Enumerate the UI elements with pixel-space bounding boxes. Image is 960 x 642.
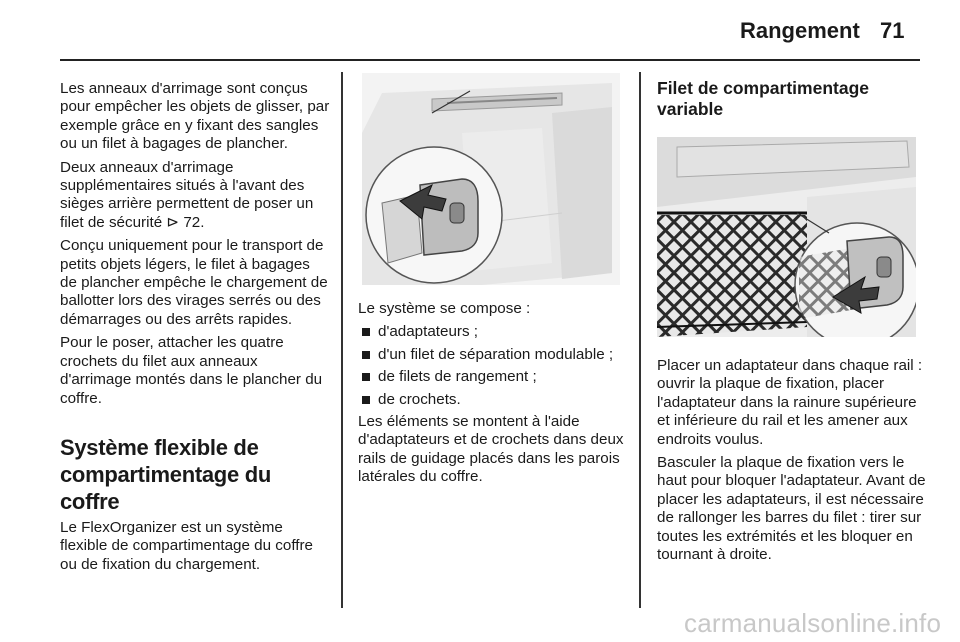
section-heading-variable-net: Filet de compartimentage variable [657, 78, 869, 119]
column-2 [358, 300, 626, 492]
list-item: de crochets. [358, 391, 626, 409]
list-item: de filets de rangement ; [358, 368, 626, 386]
section-heading-flex-system: Système flexible de compartimentage du coffre [60, 434, 271, 514]
column-divider-right [639, 72, 641, 608]
paragraph-lashing-eyes: Les anneaux d'arrimage sont conçus pour empêcher les objets de glisser, par exemple grâce en y fixant des sangles ou un filet à bagages de plancher. [60, 80, 330, 153]
column-3 [657, 357, 927, 569]
paragraph-floor-net: Conçu uniquement pour le transport de petits objets légers, le filet à bagages de plancher empêche le chargement de ballotter lors des virages serrés ou des démarrages ou des arrêts rapides. [60, 237, 328, 328]
paragraph-system-intro: Le système se compose : [358, 300, 531, 317]
bullet-icon [362, 351, 370, 359]
page-number: 71 [880, 18, 905, 43]
bullet-icon [362, 396, 370, 404]
paragraph-lock-adapter: Basculer la plaque de fixation vers le haut pour bloquer l'adaptateur. Avant de placer les adaptateurs, il est nécessaire de rallonger les barres du filet : tirer sur toutes les extrémités et les bloquer en tournant à droite. [657, 454, 926, 564]
list-item: d'adaptateurs ; [358, 323, 626, 341]
column-divider-left [341, 72, 343, 608]
watermark: carmanualsonline.info [684, 608, 942, 638]
page-title: Rangement [740, 18, 860, 43]
paragraph-place-adapter: Placer un adaptateur dans chaque rail : ouvrir la plaque de fixation, placer l'adaptateur dans la rainure supérieure et inférieure du rail et les amener aux endroits voulus. [657, 357, 923, 448]
bullet-icon [362, 373, 370, 381]
paragraph-flexorganizer: Le FlexOrganizer est un système flexible de compartimentage du coffre ou de fixation du chargement. [60, 518, 313, 573]
list-item: d'un filet de séparation modulable ; [358, 346, 626, 364]
figure-rail-adapter [362, 73, 620, 285]
bullet-icon [362, 328, 370, 336]
column-1 [60, 80, 330, 579]
page-header [0, 0, 960, 60]
cross-reference-page[interactable]: 72. [183, 213, 205, 231]
paragraph-extra-eyes: Deux anneaux d'arrimage supplémentaires situés à l'avant des sièges arrière permettent de poser un filet de sécurité ⊳ 72. [60, 158, 314, 231]
header-rule [60, 59, 920, 61]
figure-partition-net [657, 137, 916, 337]
cross-reference-arrow-icon: ⊳ [166, 213, 184, 231]
paragraph-install-net: Pour le poser, attacher les quatre crochets du filet aux anneaux d'arrimage montés dans le plancher du coffre. [60, 334, 323, 407]
paragraph-mounting: Les éléments se montent à l'aide d'adaptateurs et de crochets dans deux rails de guidage placés dans les parois latérales du coffre. [358, 413, 624, 486]
component-list [358, 323, 626, 409]
